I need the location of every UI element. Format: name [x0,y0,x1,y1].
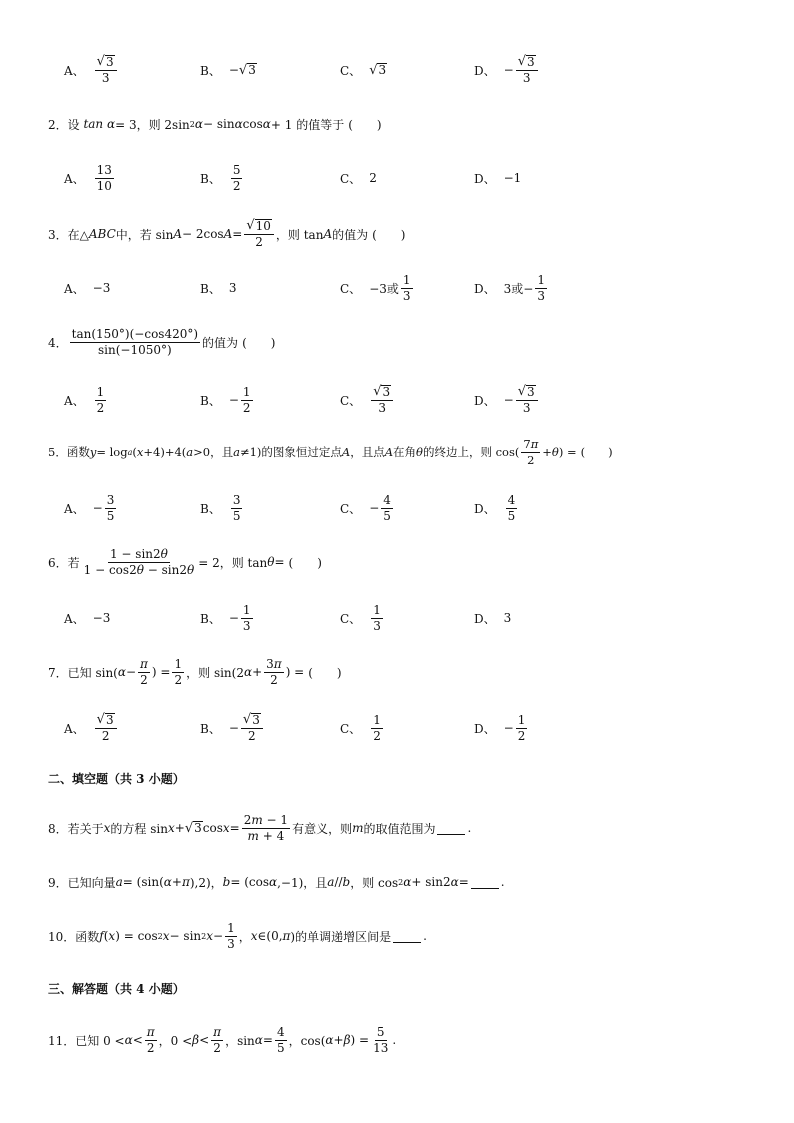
q4-options [48,378,768,422]
q3-stem: 3．在△ ABC 中，若 sin A − 2cos A = √ 10 2 ，则 tan A 的值为 ( ) [48,218,406,250]
q7-stem: 7．已知 sin( α − $\frac{\pi}{2}$ ) = $\frac{1}{2}$ ，则 sin(2 α + $\frac{3\pi}{2}$ ) = ( ) [48,656,342,687]
q1-options [48,48,768,92]
section-solve-title: 三、解答题（共 4 小题） [48,981,185,996]
q1-option-a: A、 √ 3 3 [64,55,119,85]
q4-option-a: A、 $\frac{1}{2}$ [64,384,105,415]
q7-options [48,706,768,750]
q4-option-d: D、 − √ 3 3 [474,385,540,415]
q2-option-a: A、 $\frac{13}{10}$ [64,162,112,193]
q7-option-a: A、 √ 3 2 [64,713,119,743]
q3-option-a: A、 −3 [64,281,111,296]
q3-option-b: B、 3 [200,281,237,296]
q3-options [48,266,768,310]
q4-stem: 4． $\frac{\tan(150^\circ)(-\cos 420^\circ)}{\sin(-1050^\circ)}$ 的值为 ( ) [48,326,276,357]
q1-option-d: D、 − √ 3 3 [474,55,540,85]
q7-option-b: B、 − √ 3 2 [200,713,265,743]
q6-option-a: A、 −3 [64,611,111,626]
q6-options [48,596,768,640]
q11-stem: 11．已知 0 < α < $\frac{\pi}{2}$ ，0 < β < $\frac{\pi}{2}$ ，sin α = $\frac{4}{5}$ ，cos( α + β ) = $\frac{5}{13}$ . [48,1024,397,1055]
q5-option-c: C、 − $\frac{4}{5}$ [340,492,391,523]
q2-option-c: C、 2 [340,171,377,186]
q5-stem: 5．函数 y = log a ( x +4)+4( a >0，且 a ≠1)的图象恒过定点 A ，且点 A 在角 θ 的终边上，则 cos( $\frac{7\pi}{2}$ + θ ) = ( ) [48,437,613,467]
q5-option-d: D、 $\frac{4}{5}$ [474,492,516,523]
q8-stem: 8．若关于 x 的方程 sin x + √ 3 cos x = $\frac{2m - 1}{m + 4}$ 有意义，则 m 的取值范围为 . [48,812,472,843]
q9-stem: 9．已知向量 a = (sin( α + π ),2)， b = (cos α ,−1)，且 a // b ，则 cos 2 α + sin2 α = . [48,875,505,890]
q5-options [48,486,768,530]
q2-stem: 2．设 tan α = 3，则 2sin 2 α − sin α cos α + 1 的值等于 ( ) [48,117,382,132]
q4-option-c: C、 √ 3 3 [340,385,395,415]
q7-option-c: C、 $\frac{1}{2}$ [340,712,381,743]
q5-option-b: B、 $\frac{3}{5}$ [200,492,241,523]
q10-stem: 10．函数 f ( x ) = cos 2 x − sin 2 x − $\frac{1}{3}$ ， x ∈(0, π )的单调递增区间是 . [48,920,427,951]
q1-option-b: B、 − √ 3 [200,62,256,78]
section-fill-in-title: 二、填空题（共 3 小题） [48,771,185,786]
q6-option-c: C、 $\frac{1}{3}$ [340,602,381,633]
q6-option-d: D、 3 [474,611,512,626]
q2-options [48,156,768,200]
q4-option-b: B、 − $\frac{1}{2}$ [200,384,251,415]
q3-option-d: D、 3或− $\frac{1}{3}$ [474,272,545,303]
q7-option-d: D、 − $\frac{1}{2}$ [474,712,526,743]
q2-option-b: B、 $\frac{5}{2}$ [200,162,241,193]
q1-option-c: C、 √ 3 [340,62,387,78]
q2-option-d: D、 −1 [474,171,522,186]
q6-option-b: B、 − $\frac{1}{3}$ [200,602,251,633]
q5-option-a: A、 − $\frac{3}{5}$ [64,492,115,523]
q6-stem: 6．若 $\frac{1 - \sin 2\theta}{1 - \cos 2\theta - \sin 2\theta}$ = 2，则 tan θ = ( ) [48,546,322,577]
q3-option-c: C、 −3或 $\frac{1}{3}$ [340,272,411,303]
